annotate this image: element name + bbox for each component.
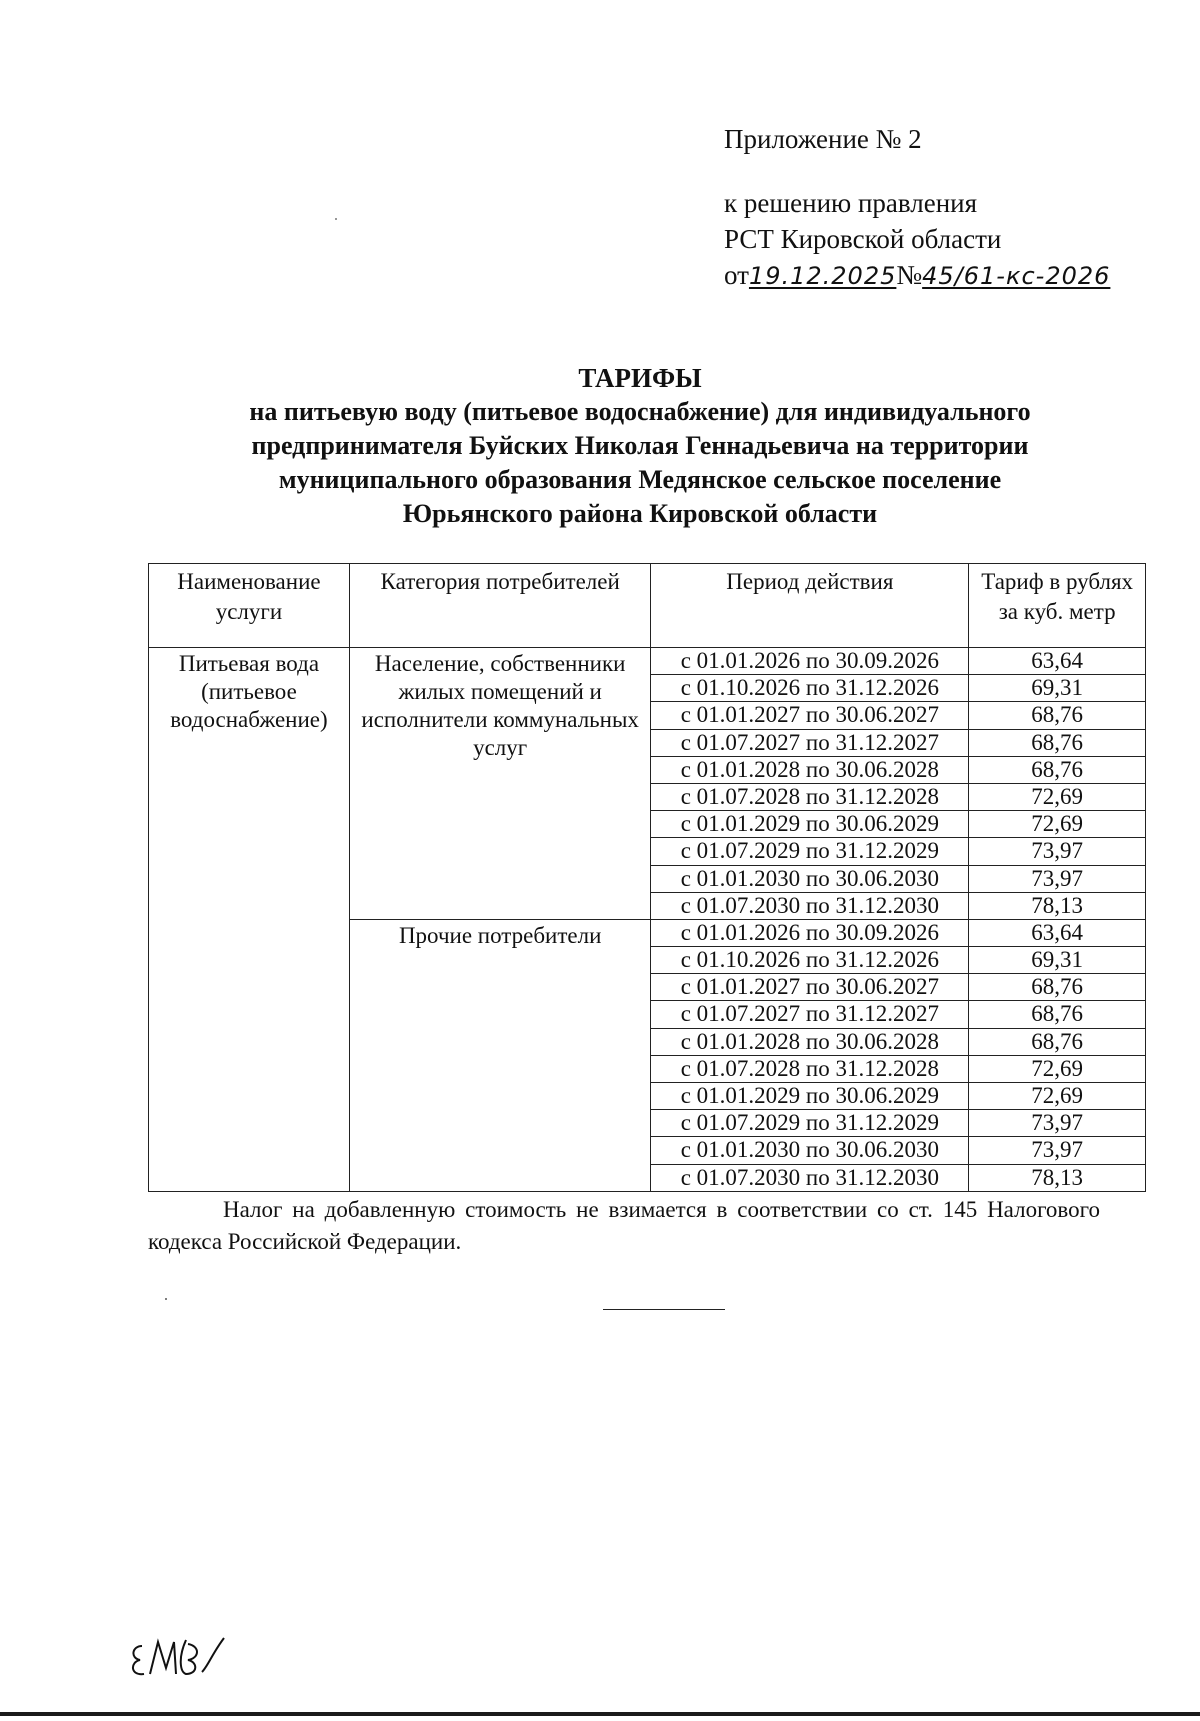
period-cell: с 01.01.2028 по 30.06.2028 — [651, 1028, 969, 1055]
tariff-cell: 72,69 — [969, 811, 1146, 838]
appendix-header — [724, 121, 1110, 294]
header-category: Категория потребителей — [349, 564, 651, 648]
title-line-3: муниципального образования Медянское сельское поселение — [278, 465, 1002, 494]
title-line-4: Юрьянского района Кировской области — [402, 499, 878, 528]
period-cell: с 01.07.2030 по 31.12.2030 — [651, 1164, 969, 1191]
tariff-cell: 73,97 — [969, 865, 1146, 892]
header-period: Период действия — [651, 564, 969, 648]
table-row — [149, 648, 1146, 675]
document-title — [140, 361, 1140, 531]
header-service: Наименование услуги — [149, 564, 350, 648]
period-cell: с 01.01.2030 по 30.06.2030 — [651, 1137, 969, 1164]
title-line-2: предпринимателя Буйских Николая Геннадьевича на территории — [251, 431, 1029, 460]
appendix-authority-line: РСТ Кировской области — [724, 224, 1002, 254]
period-cell: с 01.01.2026 по 30.09.2026 — [651, 919, 969, 946]
tariff-cell: 68,76 — [969, 1001, 1146, 1028]
tariff-cell: 72,69 — [969, 1083, 1146, 1110]
period-cell: с 01.07.2029 по 31.12.2029 — [651, 1110, 969, 1137]
period-cell: с 01.07.2030 по 31.12.2030 — [651, 892, 969, 919]
period-cell: с 01.01.2029 по 30.06.2029 — [651, 811, 969, 838]
table-header-row — [149, 564, 1146, 648]
period-cell: с 01.01.2029 по 30.06.2029 — [651, 1083, 969, 1110]
scan-speck — [335, 218, 337, 220]
scan-bottom-edge — [0, 1712, 1200, 1716]
date-prefix: от — [724, 260, 749, 290]
scan-speck — [165, 1298, 167, 1300]
period-cell: с 01.07.2029 по 31.12.2029 — [651, 838, 969, 865]
period-cell: с 01.01.2027 по 30.06.2027 — [651, 702, 969, 729]
tariff-cell: 78,13 — [969, 892, 1146, 919]
number-prefix: № — [896, 260, 923, 290]
period-cell: с 01.07.2027 по 31.12.2027 — [651, 729, 969, 756]
tariff-cell: 78,13 — [969, 1164, 1146, 1191]
period-cell: с 01.07.2028 по 31.12.2028 — [651, 1055, 969, 1082]
service-name-cell: Питьевая вода (питьевое водоснабжение) — [149, 648, 350, 1192]
tariff-cell: 72,69 — [969, 783, 1146, 810]
vat-note: Налог на добавленную стоимость не взимается в соответствии со ст. 145 Налогового кодекса Российской Федерации. — [148, 1197, 1100, 1254]
header-tariff: Тариф в рублях за куб. метр — [969, 564, 1146, 648]
period-cell: с 01.10.2026 по 31.12.2026 — [651, 947, 969, 974]
handwritten-date: 19.12.2025 — [748, 262, 897, 290]
handwritten-number: 45/61-кс-2026 — [922, 262, 1111, 290]
period-cell: с 01.07.2028 по 31.12.2028 — [651, 783, 969, 810]
tariff-cell: 73,97 — [969, 1110, 1146, 1137]
tariff-cell: 72,69 — [969, 1055, 1146, 1082]
tariff-cell: 68,76 — [969, 974, 1146, 1001]
tariff-table-body — [149, 648, 1146, 1192]
tariff-cell: 73,97 — [969, 1137, 1146, 1164]
period-cell: с 01.10.2026 по 31.12.2026 — [651, 675, 969, 702]
appendix-decision-line: к решению правления — [724, 188, 978, 218]
category-cell: Прочие потребители — [349, 919, 651, 1191]
appendix-title: Приложение № 2 — [724, 124, 922, 154]
tariff-table — [148, 563, 1146, 1192]
tariff-cell: 63,64 — [969, 919, 1146, 946]
period-cell: с 01.01.2030 по 30.06.2030 — [651, 865, 969, 892]
tariff-cell: 69,31 — [969, 947, 1146, 974]
end-divider — [603, 1309, 725, 1310]
title-main: ТАРИФЫ — [578, 363, 702, 393]
tariff-cell: 69,31 — [969, 675, 1146, 702]
title-line-1: на питьевую воду (питьевое водоснабжение) для индивидуального — [249, 397, 1031, 426]
tariff-cell: 68,76 — [969, 729, 1146, 756]
tariff-cell: 73,97 — [969, 838, 1146, 865]
appendix-date-number-line — [724, 257, 1110, 294]
period-cell: с 01.01.2027 по 30.06.2027 — [651, 974, 969, 1001]
tariff-cell: 68,76 — [969, 1028, 1146, 1055]
tariff-cell: 68,76 — [969, 702, 1146, 729]
category-cell: Население, собственники жилых помещений и исполнители коммунальных услуг — [349, 648, 651, 920]
signature-initials — [128, 1628, 238, 1688]
period-cell: с 01.01.2026 по 30.09.2026 — [651, 648, 969, 675]
period-cell: с 01.01.2028 по 30.06.2028 — [651, 756, 969, 783]
tariff-cell: 68,76 — [969, 756, 1146, 783]
tariff-cell: 63,64 — [969, 648, 1146, 675]
period-cell: с 01.07.2027 по 31.12.2027 — [651, 1001, 969, 1028]
